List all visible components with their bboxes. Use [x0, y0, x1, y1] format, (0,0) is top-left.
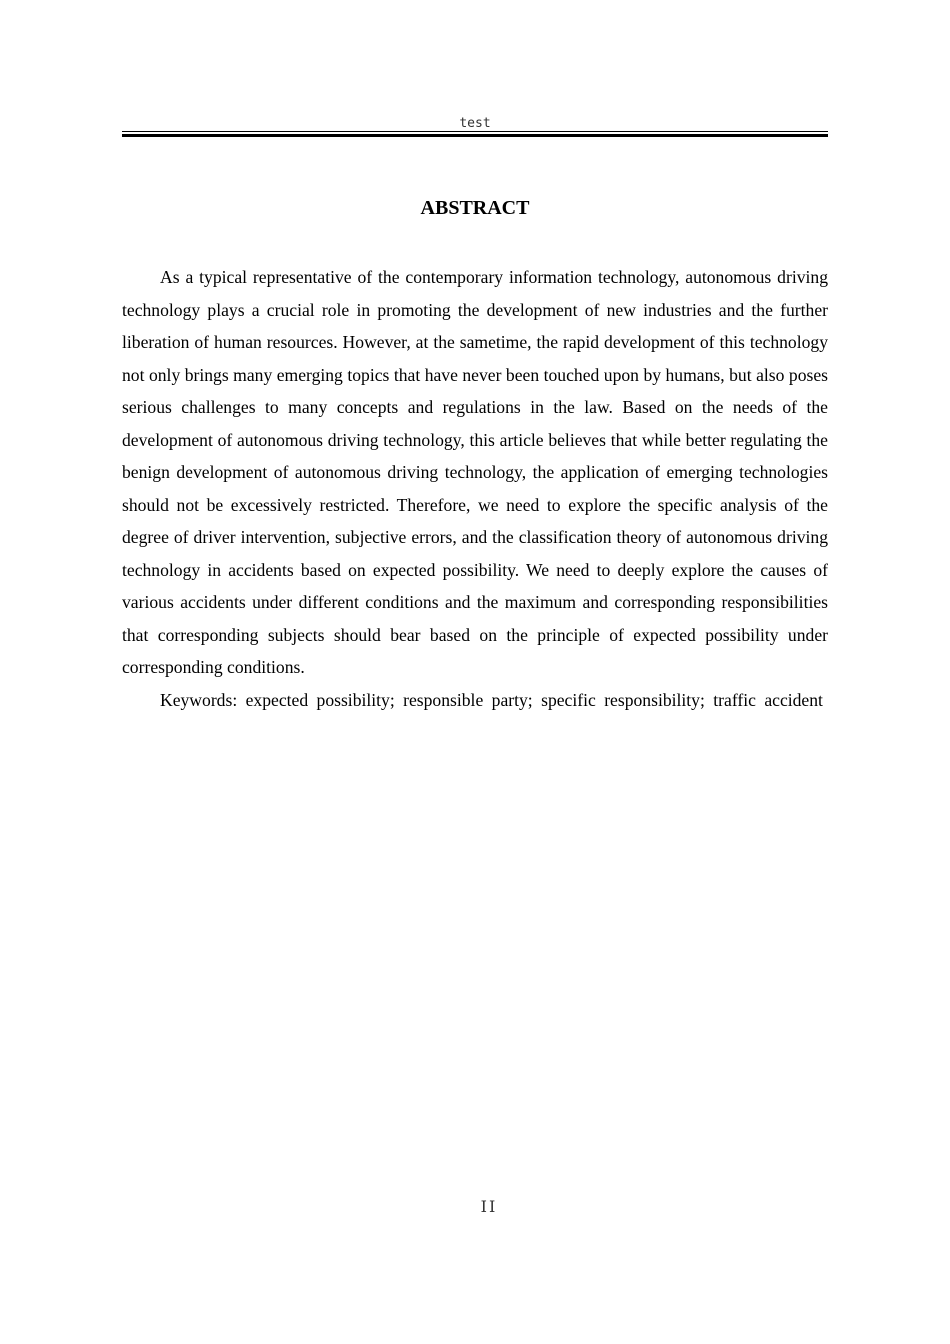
- keywords-line: Keywords: expected possibility; responsible party; specific responsibility; traffic accident: [160, 689, 823, 710]
- abstract-paragraph: As a typical representative of the contemporary information technology, autonomous driving technology plays a crucial role in promoting the development of new industries and the further liberation of human resources. However, at the sametime, the rapid development of this technology not only brings many emerging topics that have never been touched upon by humans, but also poses serious challenges to many concepts and regulations in the law. Based on the needs of the development of autonomous driving technology, this article believes that while better regulating the benign development of autonomous driving technology, the application of emerging technologies should not be excessively restricted. Therefore, we need to explore the specific analysis of the degree of driver intervention, subjective errors, and the classification theory of autonomous driving technology in accidents based on expected possibility. We need to deeply explore the causes of various accidents under different conditions and the maximum and corresponding responsibilities that corresponding subjects should bear based on the principle of expected possibility under corresponding conditions.: [122, 267, 828, 677]
- header-rule-thick: [122, 134, 828, 137]
- header-double-rule: [122, 131, 828, 137]
- page-number: II: [480, 1197, 498, 1216]
- abstract-body: [122, 261, 828, 716]
- header-rule-thin: [122, 131, 828, 132]
- abstract-title: ABSTRACT: [420, 197, 530, 219]
- running-header: test: [459, 116, 491, 131]
